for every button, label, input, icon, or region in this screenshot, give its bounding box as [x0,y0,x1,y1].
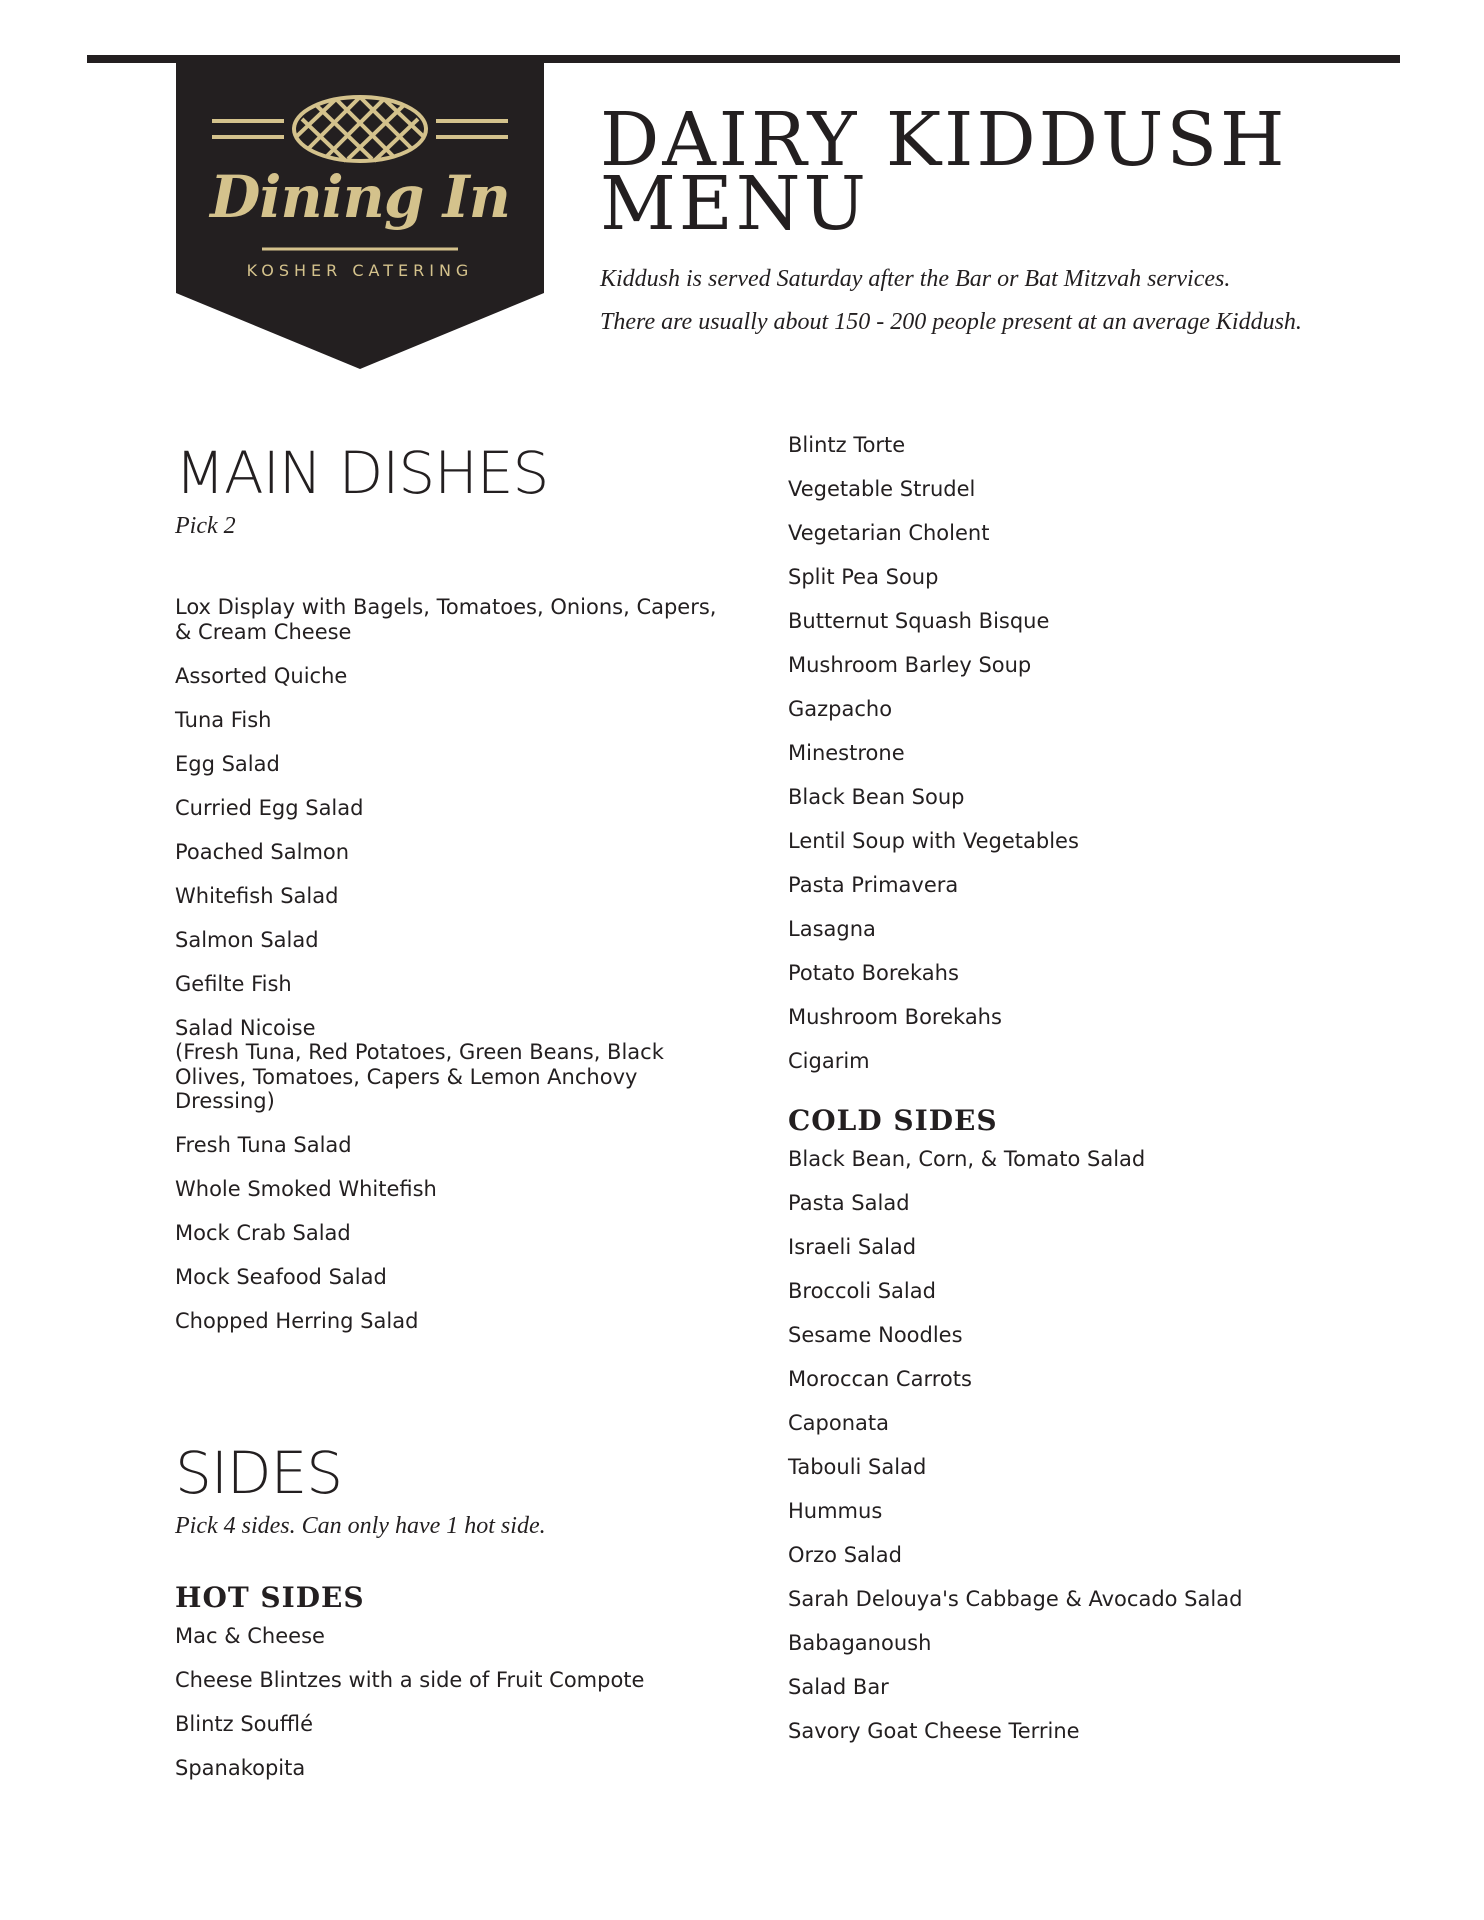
main-dish-item: Lox Display with Bagels, Tomatoes, Onions, Capers, & Cream Cheese [175,595,717,644]
hot-side-item: Mac & Cheese [175,1624,325,1648]
main-dish-item: Poached Salmon [175,839,350,864]
sides-title: SIDES [175,1439,343,1507]
hot-side-item: Cheese Blintzes with a side of Fruit Compote [175,1668,645,1692]
main-dishes-list [175,595,735,1334]
hot-side-item: Blintz Torte [788,433,906,457]
main-dish-item: Gefilte Fish [175,971,292,996]
main-dish-item: Fresh Tuna Salad [175,1133,352,1157]
hot-side-item: Black Bean Soup [788,785,965,809]
cold-side-item: Orzo Salad [788,1543,902,1567]
hot-side-item: Pasta Primavera [788,873,959,897]
cold-side-item: Black Bean, Corn, & Tomato Salad [788,1147,1146,1171]
main-dish-item: Salad Nicoise (Fresh Tuna, Red Potatoes, Green Beans, Black Olives, Tomatoes, Capers & Lemon Anchovy Dressing) [175,1015,664,1113]
main-dishes-title: MAIN DISHES [175,439,549,507]
cold-side-item: Savory Goat Cheese Terrine [788,1719,1080,1743]
sides-note: Pick 4 sides. Can only have 1 hot side. [175,1513,546,1539]
hot-side-item: Potato Borekahs [788,961,959,985]
main-dish-item: Mock Crab Salad [175,1221,351,1245]
main-dish-item: Egg Salad [175,751,280,776]
hot-side-item: Cigarim [788,1049,870,1073]
hot-side-item: Vegetable Strudel [788,477,976,501]
hot-sides-list [175,1624,735,1781]
intro-line-2: There are usually about 150 - 200 people present at an average Kiddush. [600,309,1302,335]
cold-side-item: Tabouli Salad [788,1455,927,1479]
hot-side-item: Mushroom Barley Soup [788,653,1032,677]
right-column [788,433,1388,1763]
page-title-line-1: DAIRY KIDDUSH [600,97,1288,183]
logo-script-text: Dining In [210,163,510,231]
cold-side-item: Salad Bar [788,1675,889,1699]
hot-side-item: Gazpacho [788,697,893,721]
cold-side-item: Hummus [788,1499,883,1523]
top-rule [87,55,1400,63]
hot-side-item: Split Pea Soup [788,565,939,589]
hot-side-item: Vegetarian Cholent [788,521,990,545]
hot-side-item: Lasagna [788,917,876,941]
cold-side-item: Moroccan Carrots [788,1367,972,1391]
main-dish-item: Assorted Quiche [175,663,348,688]
hot-sides-title: HOT SIDES [175,1581,365,1614]
main-dish-item: Whitefish Salad [175,883,339,908]
hot-sides-list-continued [788,433,1388,1074]
main-dish-item: Chopped Herring Salad [175,1309,419,1333]
main-dish-item: Mock Seafood Salad [175,1265,387,1289]
cold-side-item: Caponata [788,1411,889,1435]
logo-subtitle: KOSHER CATERING [246,261,474,280]
page-title [600,97,1288,247]
cold-side-item: Israeli Salad [788,1235,917,1259]
intro-line-1: Kiddush is served Saturday after the Bar or Bat Mitzvah services. [600,266,1231,292]
cold-side-item: Broccoli Salad [788,1279,936,1303]
hot-side-item: Butternut Squash Bisque [788,609,1050,633]
cold-side-item: Pasta Salad [788,1191,910,1215]
main-dishes-note: Pick 2 [175,513,236,539]
cold-side-item: Babaganoush [788,1631,932,1655]
main-dish-item: Tuna Fish [175,707,272,732]
main-dish-item: Whole Smoked Whitefish [175,1177,437,1201]
hot-side-item: Spanakopita [175,1756,306,1780]
cold-sides-title: COLD SIDES [788,1104,998,1137]
logo-badge [176,63,544,369]
page-title-line-2: MENU [600,161,869,247]
hot-side-item: Lentil Soup with Vegetables [788,829,1079,853]
cold-side-item: Sarah Delouya's Cabbage & Avocado Salad [788,1587,1243,1611]
hot-side-item: Blintz Soufflé [175,1712,314,1736]
intro-text [600,258,1420,344]
main-dish-item: Curried Egg Salad [175,795,364,820]
main-dish-item: Salmon Salad [175,927,319,952]
cold-side-item: Sesame Noodles [788,1323,963,1347]
hot-side-item: Minestrone [788,741,905,765]
left-column [175,440,735,1800]
cold-sides-list [788,1147,1388,1744]
hot-side-item: Mushroom Borekahs [788,1005,1002,1029]
